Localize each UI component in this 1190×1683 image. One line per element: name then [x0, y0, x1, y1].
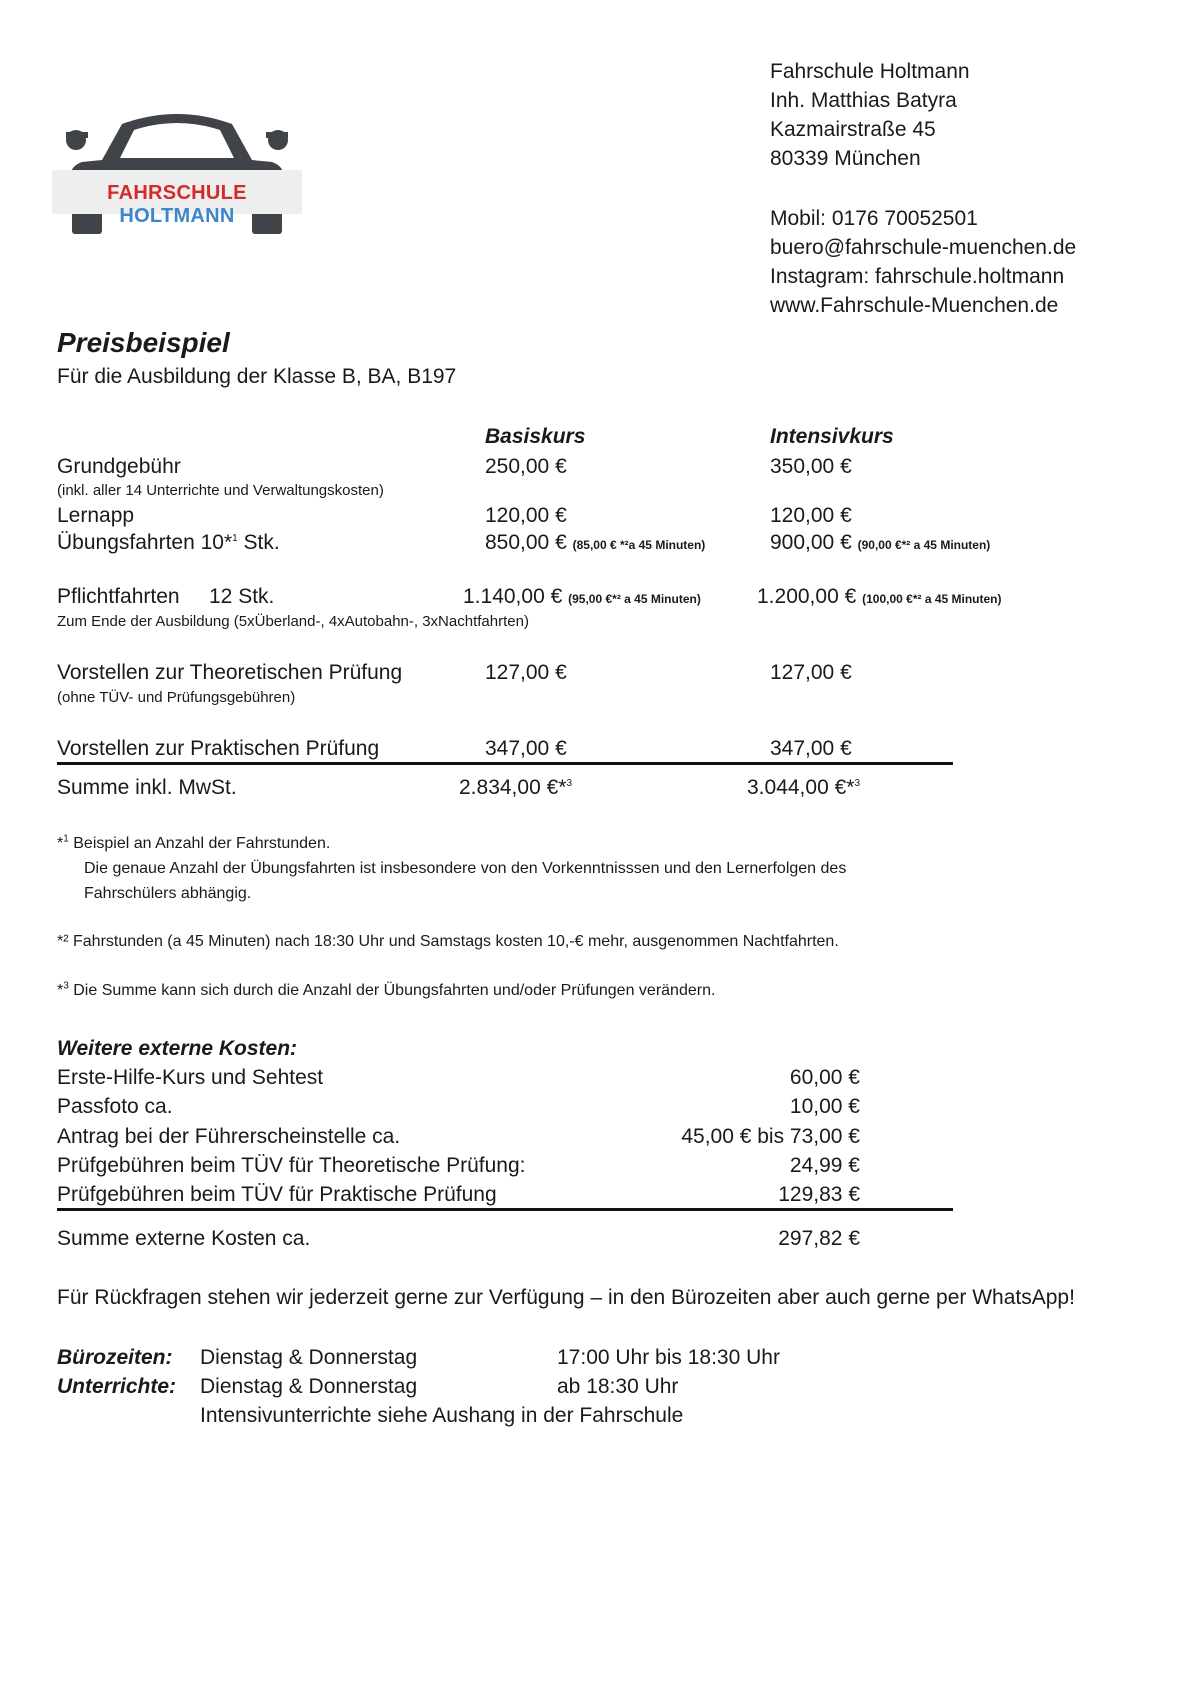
footnote-3: *$^3$ Die Summe kann sich durch die Anzahl der Übungsfahrten und/oder Prüfungen verändern.	[57, 980, 716, 999]
sum-divider	[57, 762, 953, 765]
price-intensiv: 1.200,00 € (100,00 €*² a 45 Minuten)	[757, 585, 1002, 608]
contact-city: 80339 München	[770, 147, 921, 170]
page-title: Preisbeispiel	[57, 327, 230, 358]
row-label: Grundgebühr	[57, 455, 181, 478]
external-divider	[57, 1208, 953, 1211]
sum-intensiv: 3.044,00 €*$^3$	[747, 776, 860, 799]
price-intensiv: 120,00 €	[770, 504, 852, 527]
price-basis: 127,00 €	[485, 661, 567, 684]
header-intensivkurs: Intensivkurs	[770, 425, 894, 448]
contact-street: Kazmairstraße 45	[770, 118, 936, 141]
hours-unterricht-time: ab 18:30 Uhr	[557, 1375, 679, 1398]
price-basis: 1.140,00 € (95,00 €*² a 45 Minuten)	[463, 585, 701, 608]
external-item-label: Prüfgebühren beim TÜV für Praktische Prüfung	[57, 1183, 497, 1206]
logo-text-b: HOLTMANN	[119, 205, 235, 227]
price-basis: 250,00 €	[485, 455, 567, 478]
hours-intensiv-note: Intensivunterrichte siehe Aushang in der Fahrschule	[200, 1404, 684, 1427]
hours-unterricht-label: Unterrichte:	[57, 1375, 177, 1398]
price-basis: 347,00 €	[485, 737, 567, 760]
sum-basis: 2.834,00 €*$^3$	[459, 776, 572, 799]
contact-mobile: Mobil: 0176 70052501	[770, 207, 978, 230]
footnote-2: *² Fahrstunden (a 45 Minuten) nach 18:30 Uhr und Samstags kosten 10,-€ mehr, ausgenommen Nachtfahrten.	[57, 933, 839, 950]
page-subtitle: Für die Ausbildung der Klasse B, BA, B197	[57, 365, 457, 388]
header-basiskurs: Basiskurs	[485, 425, 586, 448]
hours-buero-days: Dienstag & Donnerstag	[200, 1346, 418, 1369]
hours-unterricht-days: Dienstag & Donnerstag	[200, 1375, 418, 1398]
hours-buero-time: 17:00 Uhr bis 18:30 Uhr	[557, 1346, 780, 1369]
logo-text	[52, 182, 302, 228]
external-item-label: Passfoto ca.	[57, 1095, 173, 1118]
row-sublabel: Zum Ende der Ausbildung (5xÜberland-, 4xAutobahn-, 3xNachtfahrten)	[57, 613, 529, 630]
external-sum-label: Summe externe Kosten ca.	[57, 1227, 311, 1250]
row-sublabel: (ohne TÜV- und Prüfungsgebühren)	[57, 689, 296, 706]
contact-email[interactable]: buero@fahrschule-muenchen.de	[770, 236, 1077, 259]
contact-instagram: Instagram: fahrschule.holtmann	[770, 265, 1065, 288]
external-item-label: Antrag bei der Führerscheinstelle ca.	[57, 1125, 401, 1148]
hours-buero-label: Bürozeiten:	[57, 1346, 173, 1369]
price-intensiv: 350,00 €	[770, 455, 852, 478]
logo-text-a: FAHRSCHULE	[107, 182, 247, 204]
price-basis: 120,00 €	[485, 504, 567, 527]
row-sublabel: (inkl. aller 14 Unterrichte und Verwaltungskosten)	[57, 482, 384, 499]
contact-website[interactable]: www.Fahrschule-Muenchen.de	[770, 294, 1059, 317]
external-item-label: Prüfgebühren beim TÜV für Theoretische Prüfung:	[57, 1154, 526, 1177]
external-item-value: 10,00 €	[789, 1095, 860, 1118]
row-count: 12 Stk.	[209, 585, 275, 608]
external-item-value: 60,00 €	[789, 1066, 860, 1089]
row-label: Vorstellen zur Theoretischen Prüfung	[57, 661, 403, 684]
row-label: Summe inkl. MwSt.	[57, 776, 237, 799]
footnote-1-line2: Die genaue Anzahl der Übungsfahrten ist insbesondere von den Vorkenntnisssen und den Lernerfolgen des	[84, 860, 847, 877]
footnote-1-line3: Fahrschülers abhängig.	[84, 885, 252, 902]
row-label: Pflichtfahrten	[57, 585, 180, 608]
price-intensiv: 127,00 €	[770, 661, 852, 684]
external-item-value: 45,00 € bis 73,00 €	[681, 1125, 860, 1148]
external-sum-value: 297,82 €	[778, 1227, 860, 1250]
price-basis: 850,00 € (85,00 € *²a 45 Minuten)	[485, 531, 706, 554]
external-item-value: 129,83 €	[778, 1183, 860, 1206]
external-item-label: Erste-Hilfe-Kurs und Sehtest	[57, 1066, 324, 1089]
contact-note: Für Rückfragen stehen wir jederzeit gerne zur Verfügung – in den Bürozeiten aber auch gerne per WhatsApp!	[57, 1286, 1075, 1309]
price-intensiv: 347,00 €	[770, 737, 852, 760]
contact-owner: Inh. Matthias Batyra	[770, 89, 957, 112]
row-label: Übungsfahrten 10*$^1$ Stk.	[57, 531, 280, 554]
external-title: Weitere externe Kosten:	[57, 1037, 298, 1060]
row-label: Lernapp	[57, 504, 135, 527]
price-intensiv: 900,00 € (90,00 €*² a 45 Minuten)	[770, 531, 991, 554]
row-label: Vorstellen zur Praktischen Prüfung	[57, 737, 380, 760]
external-item-value: 24,99 €	[789, 1154, 860, 1177]
footnote-1: *$^1$ Beispiel an Anzahl der Fahrstunden.	[57, 833, 331, 852]
contact-name: Fahrschule Holtmann	[770, 60, 970, 83]
